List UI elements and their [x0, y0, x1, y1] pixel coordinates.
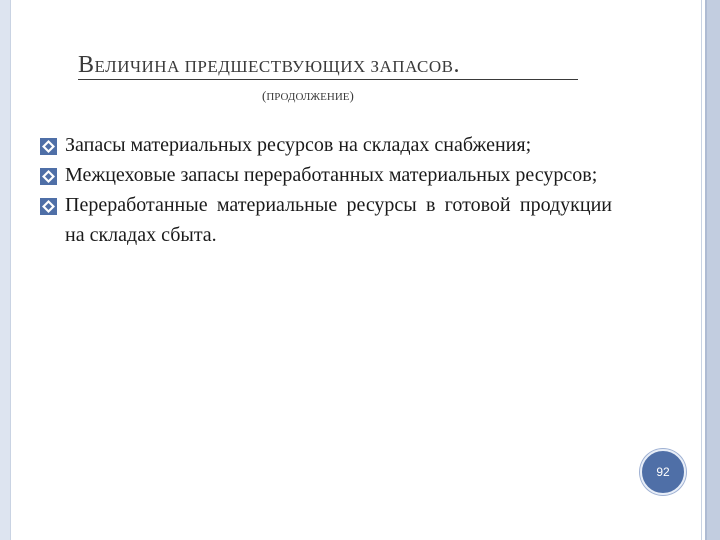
list-item [40, 130, 612, 160]
title-first-letter: В [78, 52, 95, 78]
bullet-list [40, 130, 612, 250]
bullet-text: Запасы материальных ресурсов на складах снабжения; [65, 134, 532, 156]
slide-frame [10, 0, 702, 540]
subtitle-open-paren: ( [262, 88, 267, 103]
page-number-badge: 92 [640, 449, 686, 495]
subtitle-close-paren: ) [349, 88, 354, 103]
list-item [40, 190, 612, 250]
title-rest: ЕЛИЧИНА ПРЕДШЕСТВУЮЩИХ ЗАПАСОВ [94, 57, 454, 76]
list-item [40, 160, 612, 190]
subtitle-text: ПРОДОЛЖЕНИЕ [266, 91, 350, 103]
title-underline [78, 79, 578, 80]
bullet-text: Межцеховые запасы переработанных материальных ресурсов; [65, 164, 598, 186]
diamond-bullet-icon [40, 138, 57, 155]
title-period: . [453, 52, 460, 78]
right-decor-band [705, 0, 720, 540]
diamond-bullet-icon [40, 198, 57, 215]
slide-title [78, 52, 460, 79]
left-decor-band [0, 0, 10, 540]
bullet-text: Переработанные материальные ресурсы в готовой продукции на складах сбыта. [65, 194, 612, 246]
diamond-bullet-icon [40, 168, 57, 185]
slide-subtitle [262, 88, 354, 104]
